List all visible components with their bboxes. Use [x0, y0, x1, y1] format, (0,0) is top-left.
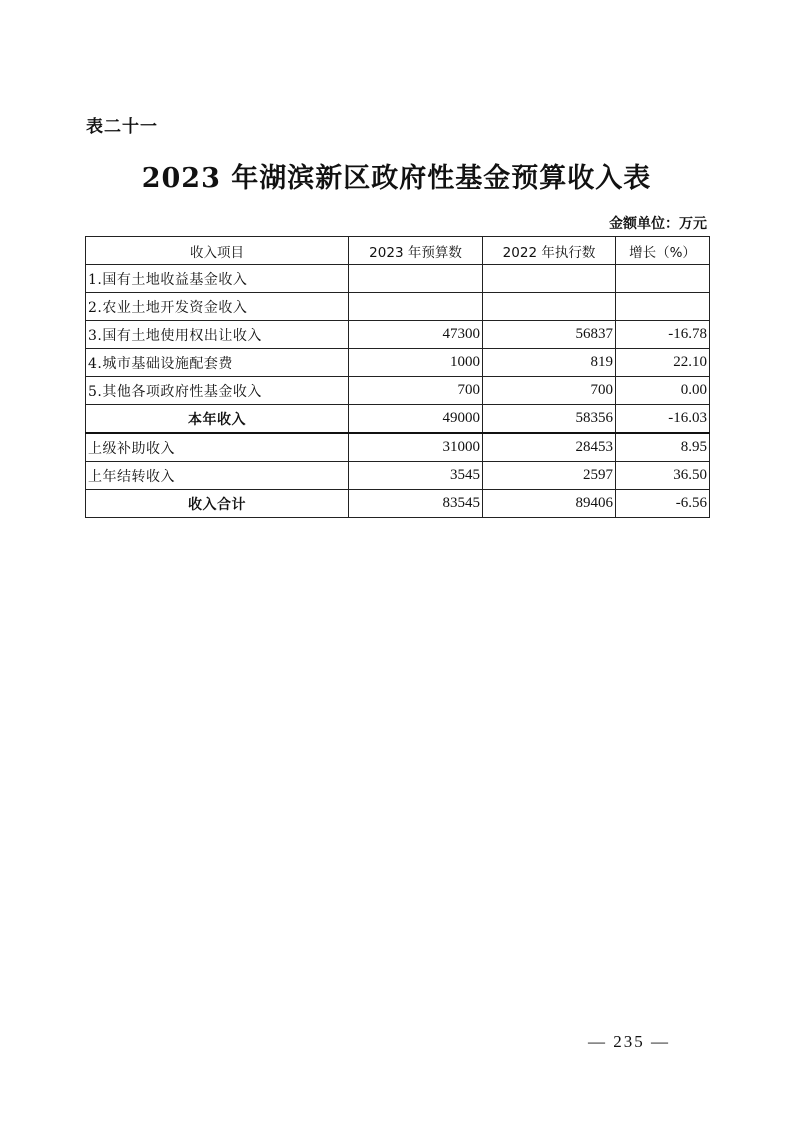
row-name: 5.其他各项政府性基金收入	[86, 377, 349, 405]
row-executed	[483, 265, 616, 293]
table-row	[86, 321, 710, 349]
table-row	[86, 349, 710, 377]
table-row	[86, 462, 710, 490]
page-title: 2023 年湖滨新区政府性基金预算收入表	[141, 163, 652, 194]
row-growth: -6.56	[616, 490, 710, 518]
row-budget: 47300	[349, 321, 483, 349]
page-number: — 235 —	[588, 1032, 670, 1051]
table-row	[86, 433, 710, 462]
row-name: 1.国有土地收益基金收入	[86, 265, 349, 293]
row-budget: 49000	[349, 405, 483, 434]
row-growth: -16.03	[616, 405, 710, 434]
row-name: 4.城市基础设施配套费	[86, 349, 349, 377]
row-budget: 700	[349, 377, 483, 405]
row-growth: -16.78	[616, 321, 710, 349]
row-executed: 56837	[483, 321, 616, 349]
row-budget: 3545	[349, 462, 483, 490]
row-growth: 36.50	[616, 462, 710, 490]
row-executed: 28453	[483, 433, 616, 462]
row-budget: 1000	[349, 349, 483, 377]
row-growth	[616, 265, 710, 293]
budget-table	[85, 236, 710, 518]
total-row	[86, 490, 710, 518]
row-name: 上级补助收入	[86, 433, 349, 462]
row-executed: 819	[483, 349, 616, 377]
row-executed: 700	[483, 377, 616, 405]
row-budget	[349, 293, 483, 321]
row-name: 3.国有土地使用权出让收入	[86, 321, 349, 349]
row-name: 收入合计	[86, 490, 349, 518]
row-executed	[483, 293, 616, 321]
header-item: 收入项目	[86, 237, 349, 265]
row-growth: 8.95	[616, 433, 710, 462]
row-growth: 22.10	[616, 349, 710, 377]
row-growth: 0.00	[616, 377, 710, 405]
row-budget: 83545	[349, 490, 483, 518]
row-budget	[349, 265, 483, 293]
row-name: 上年结转收入	[86, 462, 349, 490]
header-budget-2023: 2023 年预算数	[349, 237, 483, 265]
table-header-row	[86, 237, 710, 265]
row-name: 2.农业土地开发资金收入	[86, 293, 349, 321]
row-executed: 58356	[483, 405, 616, 434]
row-executed: 2597	[483, 462, 616, 490]
row-executed: 89406	[483, 490, 616, 518]
table-row	[86, 377, 710, 405]
row-budget: 31000	[349, 433, 483, 462]
row-name: 本年收入	[86, 405, 349, 434]
table-row	[86, 293, 710, 321]
table-row	[86, 265, 710, 293]
table-label: 表二十一	[86, 117, 158, 137]
unit-note: 金额单位：万元	[609, 216, 707, 232]
header-growth: 增长（%）	[616, 237, 710, 265]
row-growth	[616, 293, 710, 321]
subtotal-row	[86, 405, 710, 434]
header-executed-2022: 2022 年执行数	[483, 237, 616, 265]
